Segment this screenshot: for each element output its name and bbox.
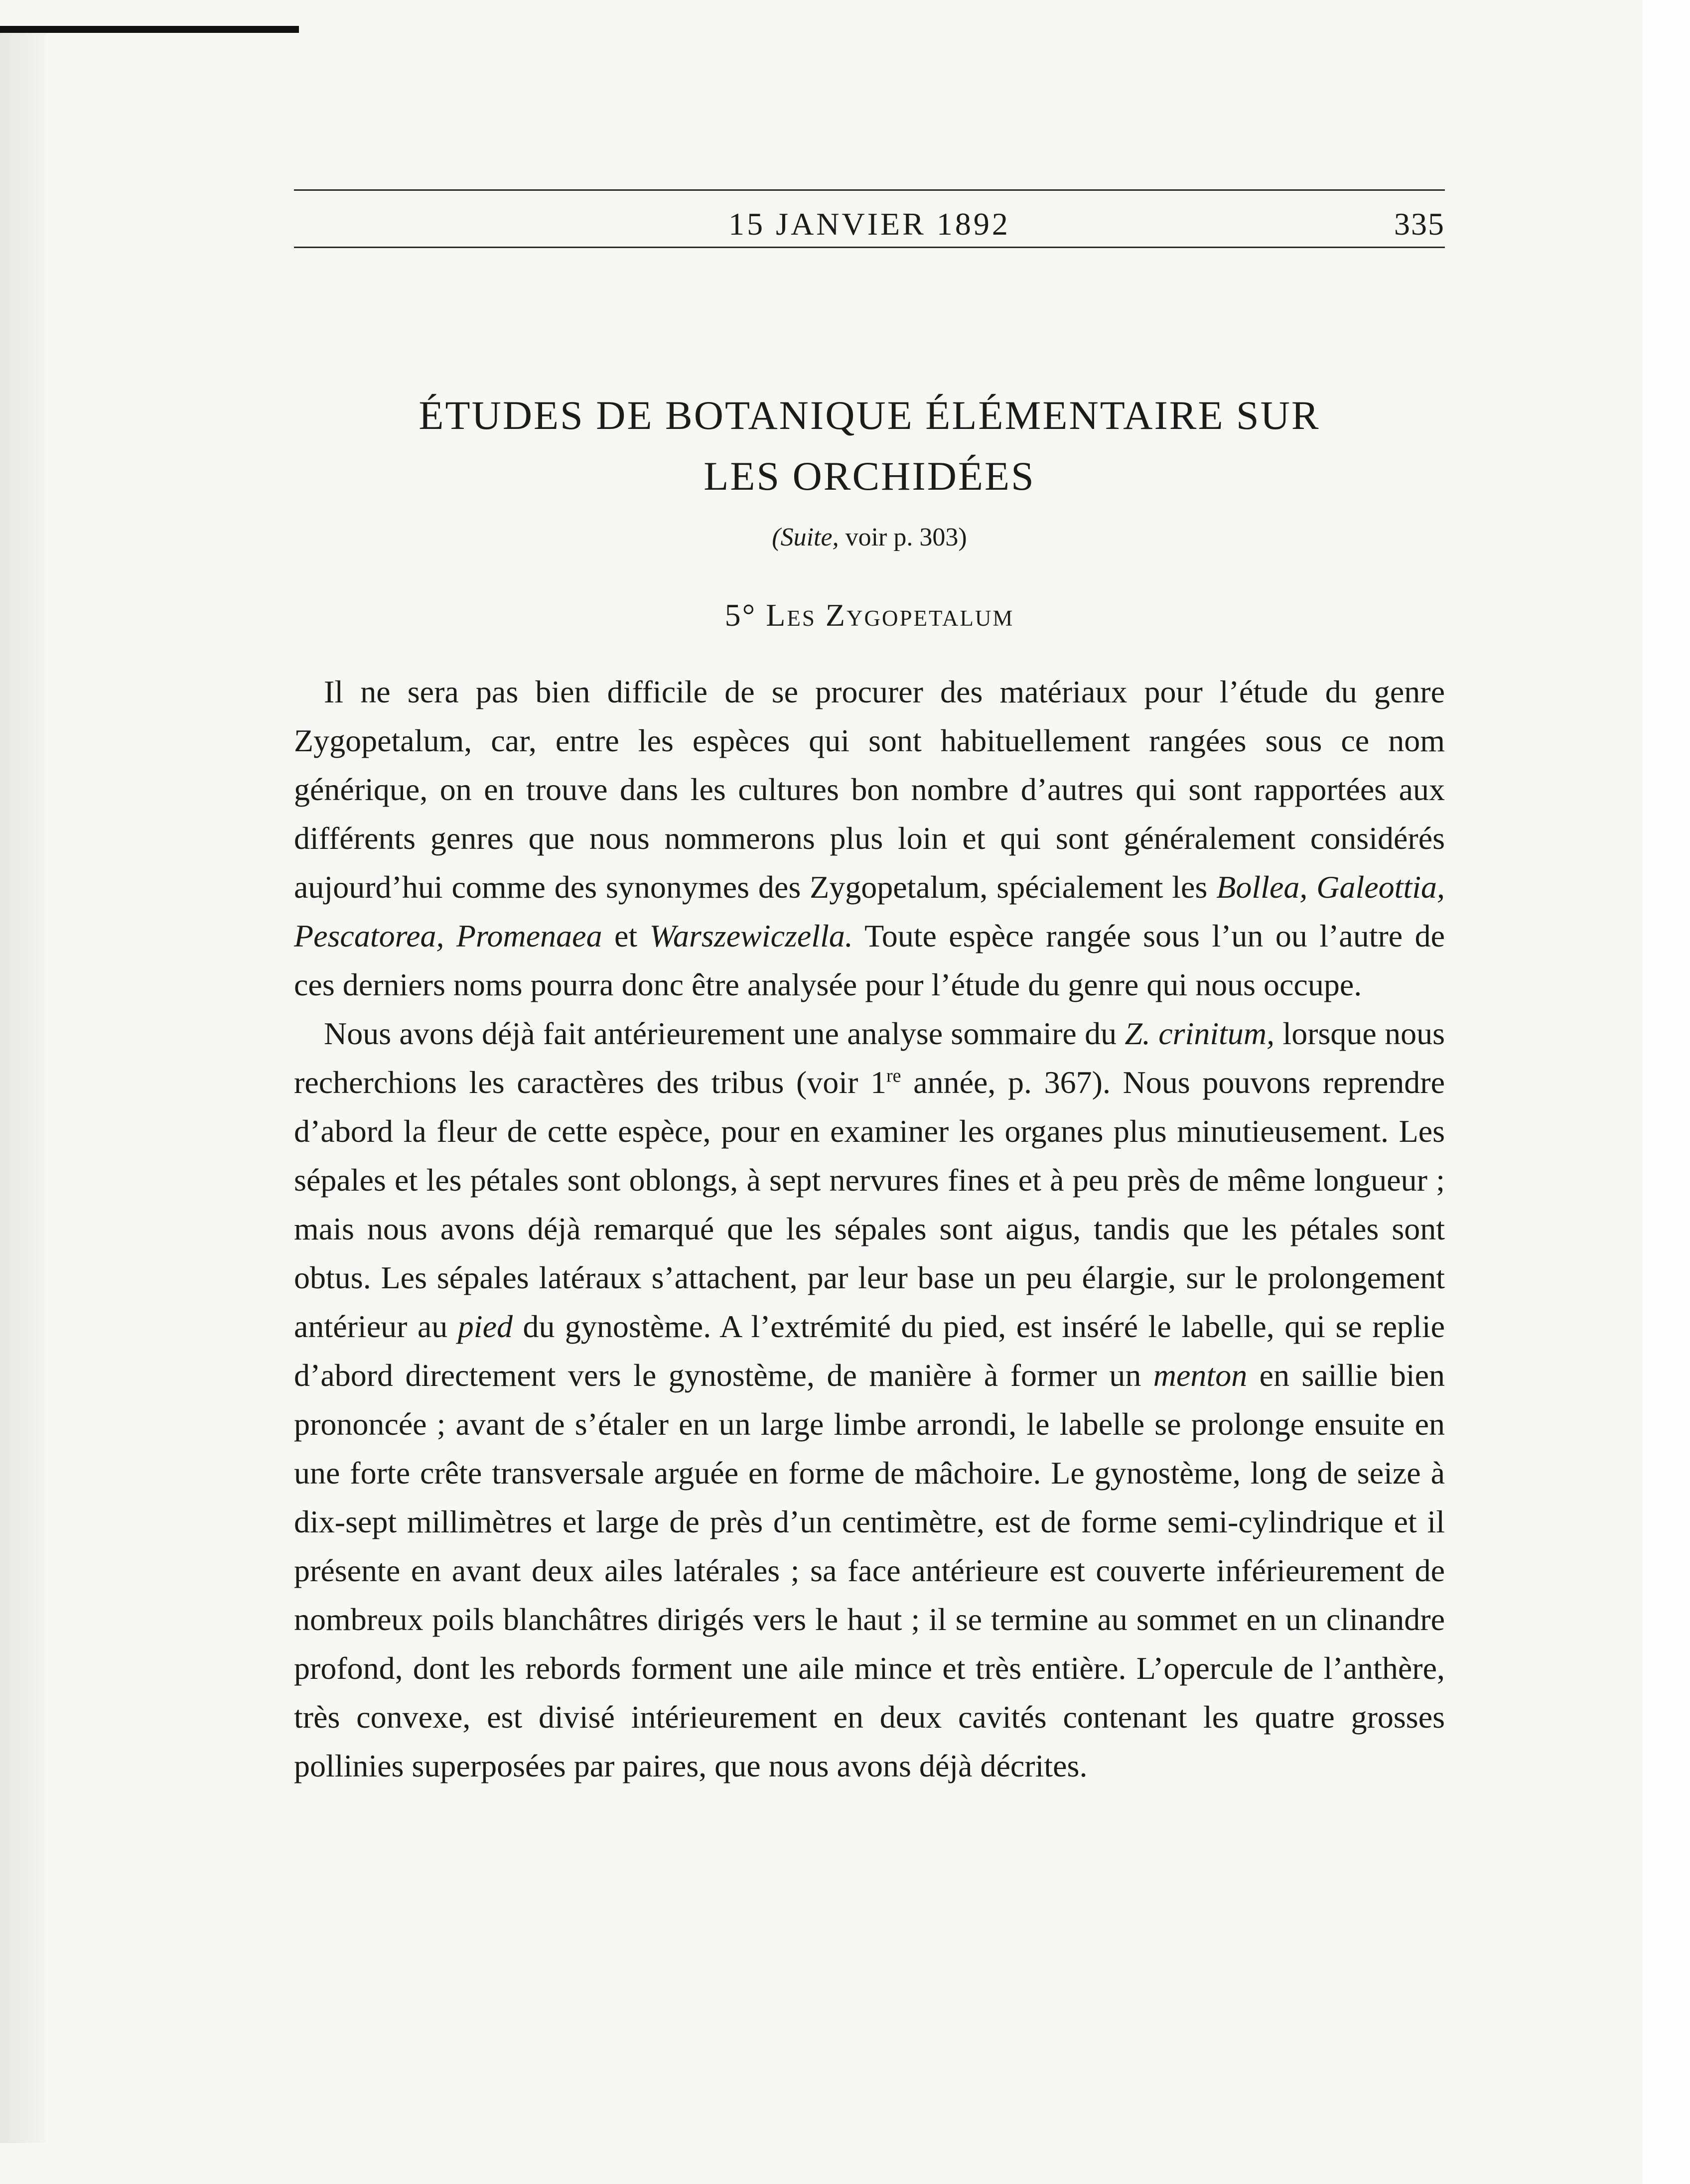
paragraph-2 (294, 1009, 1445, 1790)
section-title: Les Zygopetalum (766, 597, 1014, 633)
section-number: 5° (724, 597, 757, 633)
p1-text-b: et (602, 918, 650, 954)
article-title (294, 395, 1445, 497)
paragraph-1 (294, 668, 1445, 1009)
p2-species: Z. crinitum, (1125, 1016, 1275, 1051)
scan-margin-right (1643, 0, 1690, 2184)
suite-label: (Suite, (772, 523, 839, 551)
title-line-1: ÉTUDES DE BOTANIQUE ÉLÉMENTAIRE SUR (419, 393, 1320, 438)
suite-reference: voir p. 303) (839, 523, 967, 551)
scan-shadow-left (0, 26, 46, 2143)
page-number: 335 (1394, 206, 1445, 242)
body-text (294, 668, 1445, 1790)
continuation-note (294, 523, 1445, 552)
p2-text-a: Nous avons déjà fait antérieurement une analyse sommaire du (324, 1016, 1125, 1051)
header-date: 15 JANVIER 1892 (728, 206, 1010, 242)
p2-text-c: année, p. 367). Nous pouvons reprendre d’abord la fleur de cette espèce, pour en examiner les organes plus minutieusement. Les sépales et les pétales sont oblongs, à sept nervures fines et à peu près de même longueur ; mais nous avons déjà remarqué que les sépales sont aigus, tandis que les pétales sont obtus. Les sépales latéraux s’attachent, par leur base un peu élargie, sur le prolongement antérieur au (294, 1065, 1445, 1344)
section-heading (294, 597, 1445, 634)
p2-text-e: en saillie bien prononcée ; avant de s’étaler en un large limbe arrondi, le labelle se prolonge ensuite en une forte crête transversale arguée en forme de mâchoire. Le gynostème, long de seize à dix-sept millimètres et large de près d’un centimètre, est de forme semi-cylindrique et il présente en avant deux ailes latérales ; sa face antérieure est couverte inférieurement de nombreux poils blanchâtres dirigés vers le haut ; il se termine au sommet en un clinandre profond, dont les rebords forment une aile mince et très entière. L’opercule de l’anthère, très convexe, est divisé intérieurement en deux cavités contenant les quatre grosses pollinies superposées par paires, que nous avons déjà décrites. (294, 1358, 1445, 1783)
p1-genus-last: Warszewiczella. (649, 918, 853, 954)
p1-text-a: Il ne sera pas bien difficile de se procurer des matériaux pour l’étude du genre Zygopetalum, car, entre les espèces qui sont habituellement rangées sous ce nom générique, on en trouve dans les cultures bon nombre d’autres qui sont rapportées aux différents genres que nous nommerons plus loin et qui sont généralement considérés aujourd’hui comme des synonymes des Zygopetalum, spécialement les (294, 674, 1445, 905)
p1-text-c: Toute espèce rangée sous l’un ou l’autre de ces derniers noms pourra donc être analysée pour l’étude du genre qui nous occupe. (294, 918, 1445, 1002)
p2-text-b: lorsque nous recherchions les caractères des tribus (voir 1 (294, 1016, 1445, 1100)
p2-menton: menton (1153, 1358, 1248, 1393)
book-page (294, 189, 1445, 1790)
p2-text-d: du gynostème. A l’extrémité du pied, est inséré le labelle, qui se replie d’abord directement vers le gynostème, de manière à former un (294, 1309, 1445, 1393)
p2-superscript: re (886, 1065, 901, 1087)
header-rule-bottom (294, 247, 1445, 248)
title-line-2: LES ORCHIDÉES (704, 453, 1035, 499)
scan-edge-top (0, 26, 299, 33)
running-header (294, 191, 1445, 247)
p1-genera: Bollea, Galeottia, Pescatorea, Promenaea (294, 869, 1445, 954)
p2-pied: pied (457, 1309, 513, 1344)
